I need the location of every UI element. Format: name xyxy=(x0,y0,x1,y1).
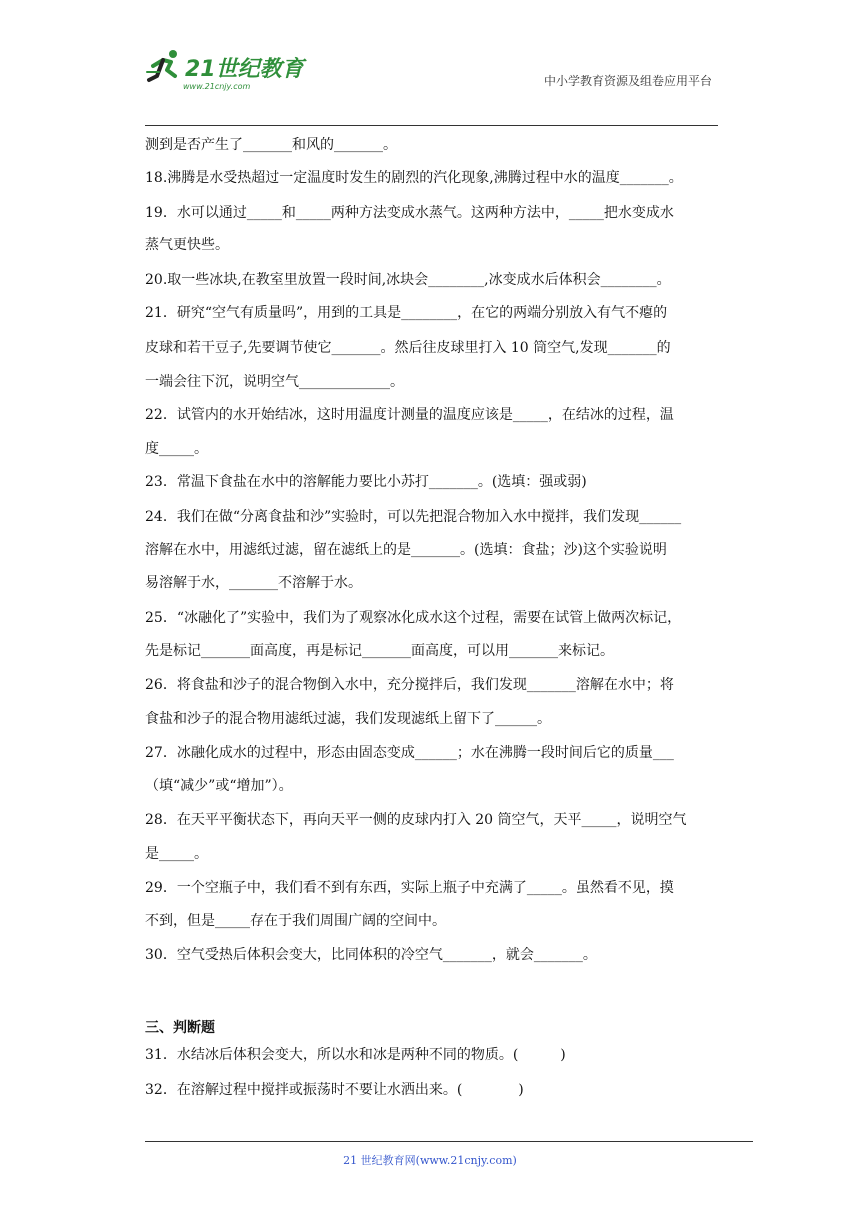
text-line: 测到是否产生了_______和风的_______。 xyxy=(145,137,397,153)
footer-divider xyxy=(145,1141,753,1142)
header-platform-text: 中小学教育资源及组卷应用平台 xyxy=(543,74,712,88)
question-29: 29．一个空瓶子中，我们看不到有东西，实际上瓶子中充满了_____。虽然看不见，摸 xyxy=(145,880,674,896)
text-line: 溶解在水中，用滤纸过滤，留在滤纸上的是_______。(选填：食盐；沙)这个实验说明 xyxy=(145,542,667,558)
question-28: 28．在天平平衡状态下，再向天平一侧的皮球内打入 20 筒空气，天平_____，说明空气 xyxy=(145,812,687,828)
page-header xyxy=(145,40,718,126)
section-title-judgment: 三、判断题 xyxy=(145,1020,215,1036)
text-line: 是_____。 xyxy=(145,846,208,862)
logo-text: 21世纪教育 xyxy=(185,57,304,82)
text-line: 先是标记_______面高度，再是标记_______面高度，可以用_______来标记。 xyxy=(145,643,614,659)
runner-logo-icon xyxy=(145,46,185,86)
question-27: 27．冰融化成水的过程中，形态由固态变成______；水在沸腾一段时间后它的质量___ xyxy=(145,745,674,761)
text-line: 一端会往下沉，说明空气_____________。 xyxy=(145,374,404,390)
question-25: 25．“冰融化了”实验中，我们为了观察冰化成水这个过程，需要在试管上做两次标记， xyxy=(145,610,682,626)
question-22: 22．试管内的水开始结冰，这时用温度计测量的温度应该是_____，在结冰的过程，温 xyxy=(145,407,674,423)
text-line: 蒸气更快些。 xyxy=(145,237,229,253)
text-line: 皮球和若干豆子,先要调节使它_______。然后往皮球里打入 10 筒空气,发现_______的 xyxy=(145,340,671,356)
logo xyxy=(145,46,315,94)
question-23: 23．常温下食盐在水中的溶解能力要比小苏打_______。(选填：强或弱) xyxy=(145,474,587,490)
question-24: 24．我们在做“分离食盐和沙”实验时，可以先把混合物加入水中搅拌，我们发现______ xyxy=(145,509,682,525)
logo-url: www.21cnjy.com xyxy=(183,82,251,91)
question-30: 30．空气受热后体积会变大，比同体积的冷空气_______，就会_______。 xyxy=(145,947,597,963)
question-18: 18.沸腾是水受热超过一定温度时发生的剧烈的汽化现象,沸腾过程中水的温度_______。 xyxy=(145,170,683,186)
text-line: 易溶解于水，_______不溶解于水。 xyxy=(145,575,362,591)
text-line: 不到，但是_____存在于我们周围广阔的空间中。 xyxy=(145,913,446,929)
question-32: 32．在溶解过程中搅拌或振荡时不要让水洒出来。( ) xyxy=(145,1082,524,1098)
question-20: 20.取一些冰块,在教室里放置一段时间,冰块会________,冰变成水后体积会________。 xyxy=(145,272,671,288)
question-31: 31．水结冰后体积会变大，所以水和冰是两种不同的物质。( ) xyxy=(145,1047,566,1063)
text-line: 食盐和沙子的混合物用滤纸过滤，我们发现滤纸上留下了______。 xyxy=(145,711,551,727)
text-line: 度_____。 xyxy=(145,441,208,457)
footer-text: 21 世纪教育网(www.21cnjy.com) xyxy=(343,1154,517,1167)
question-21: 21．研究“空气有质量吗”，用到的工具是________，在它的两端分别放入有气不瘪的 xyxy=(145,305,668,321)
question-19: 19．水可以通过_____和_____两种方法变成水蒸气。这两种方法中，_____把水变成水 xyxy=(145,205,674,221)
question-26: 26．将食盐和沙子的混合物倒入水中，充分搅拌后，我们发现_______溶解在水中；将 xyxy=(145,677,674,693)
text-line: （填“减少”或“增加”）。 xyxy=(145,778,293,794)
header-divider xyxy=(145,125,718,126)
